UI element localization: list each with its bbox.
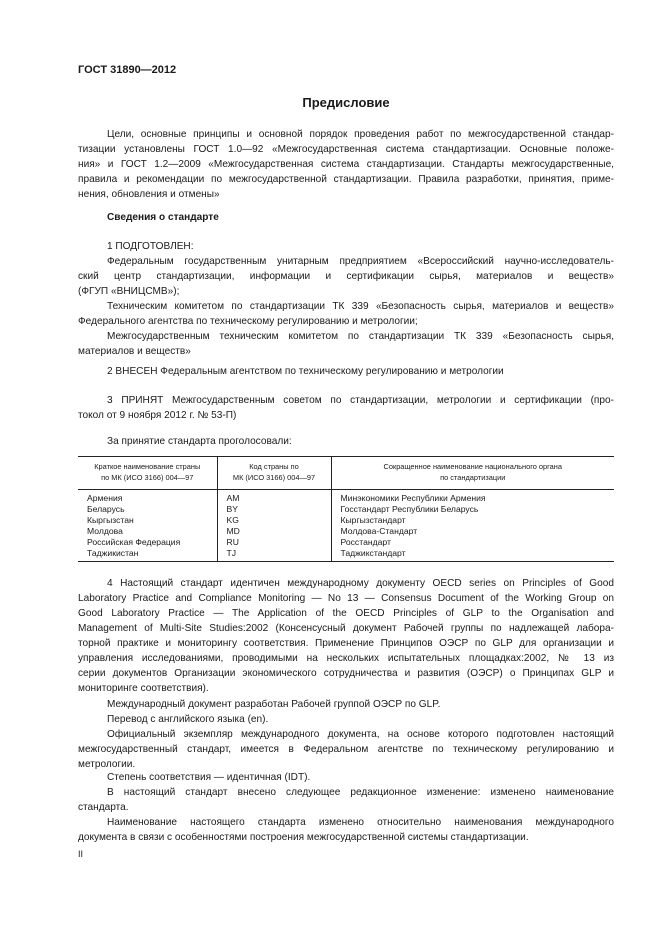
item-4-name-change: Наименование настоящего стандарта изменено относительно наименования международного документа в связи с особенностями построения межгосударственной системы стандартизации. xyxy=(78,817,614,843)
item-4-conformity: Степень соответствия — идентичная (IDT). xyxy=(107,772,311,783)
item-4: 4 Настоящий стандарт идентичен международному документу OECD series on Principles of Good Laboratory Practice and Compliance Monitoring — No 13 — Consensus Document of the Working Group on Good Laboratory Practice — The Application of the OECD Principles of GLP to the Organisation and Management of Multi-Site Studies:2002 (Консенсусный документ Рабочей группы по надлежащей лабора- торной практике и мониторингу соответствия. Применение Принципов ОЭСР по GLP для организации и управления исследованиями, проводимыми на нескольких испытательных площадках:2002, № 13 из серии документов Организации экономического сотрудничества и развития (ОЭСР) о Принципах GLP и мониторинге соответствия). xyxy=(78,578,614,694)
column-header-authority: Сокращенное наименование национального органа по стандартизации xyxy=(331,457,614,490)
document-header: ГОСТ 31890—2012 xyxy=(78,64,177,76)
item-4-developer: Международный документ разработан Рабочей группой ОЭСР по GLP. xyxy=(107,699,441,710)
table-row: Молдова MD Молдова-Стандарт xyxy=(78,526,614,537)
vote-intro: За принятие стандарта проголосовали: xyxy=(107,436,292,447)
section-title: Сведения о стандарте xyxy=(107,212,219,223)
table-header-row xyxy=(78,457,614,490)
item-4-official-copy: Официальный экземпляр международного документа, на основе которого подготовлен настоящий межгосударственный стандарт, имеется в Федеральном агентстве по техническому регулированию и метрологии. xyxy=(78,729,614,770)
page-title: Предисловие xyxy=(302,95,390,110)
voting-table xyxy=(78,456,614,562)
column-header-code: Код страны по МК (ИСО 3166) 004—97 xyxy=(217,457,331,490)
item-1-heading: 1 ПОДГОТОВЛЕН: xyxy=(107,241,194,252)
table-row: Беларусь BY Госстандарт Республики Беларусь xyxy=(78,504,614,515)
page-number: II xyxy=(78,849,84,859)
table-row: Российская Федерация RU Росстандарт xyxy=(78,537,614,548)
item-4-translation: Перевод с английского языка (en). xyxy=(107,714,269,725)
column-header-country: Краткое наименование страны по МК (ИСО 3166) 004—97 xyxy=(78,457,217,490)
item-1: 1 ПОДГОТОВЛЕН: Федеральным государственным унитарным предприятием «Всероссийский научно-исследователь- ский центр стандартизации, информации и сертификации сырья, материалов и веществ» (ФГУП «ВНИЦСМВ»); Техническим комитетом по стандартизации ТК 339 «Безопасность сырья, материалов и веществ» Федерального агентства по техническому регулированию и метрологии; Межгосударственным техническим комитетом по стандартизации ТК 339 «Безопасность сырья, материалов и веществ» xyxy=(78,241,614,357)
item-4-editorial-change: В настоящий стандарт внесено следующее редакционное изменение: изменено наименование стандарта. xyxy=(78,787,614,813)
table-row: Армения AM Минэкономики Республики Армения xyxy=(78,490,614,505)
table-row: Кыргызстан KG Кыргызстандарт xyxy=(78,515,614,526)
item-3: 3 ПРИНЯТ Межгосударственным советом по стандартизации, метрологии и сертификации (про- токол от 9 ноября 2012 г. № 53-П) xyxy=(78,395,614,421)
item-2: 2 ВНЕСЕН Федеральным агентством по техническому регулированию и метрологии xyxy=(107,366,504,377)
table-row: Таджикистан TJ Таджикстандарт xyxy=(78,548,614,562)
intro-paragraph: Цели, основные принципы и основной порядок проведения работ по межгосударственной стандар- тизации установлены ГОСТ 1.0—92 «Межгосударственная система стандартизации. Основные положе- ния» и ГОСТ 1.2—2009 «Межгосударственная система стандартизации. Стандарты межгосударственные, правила и рекомендации по межгосударственной стандартизации. Правила разработки, принятия, приме- нения, обновления и отмены» xyxy=(78,129,614,200)
